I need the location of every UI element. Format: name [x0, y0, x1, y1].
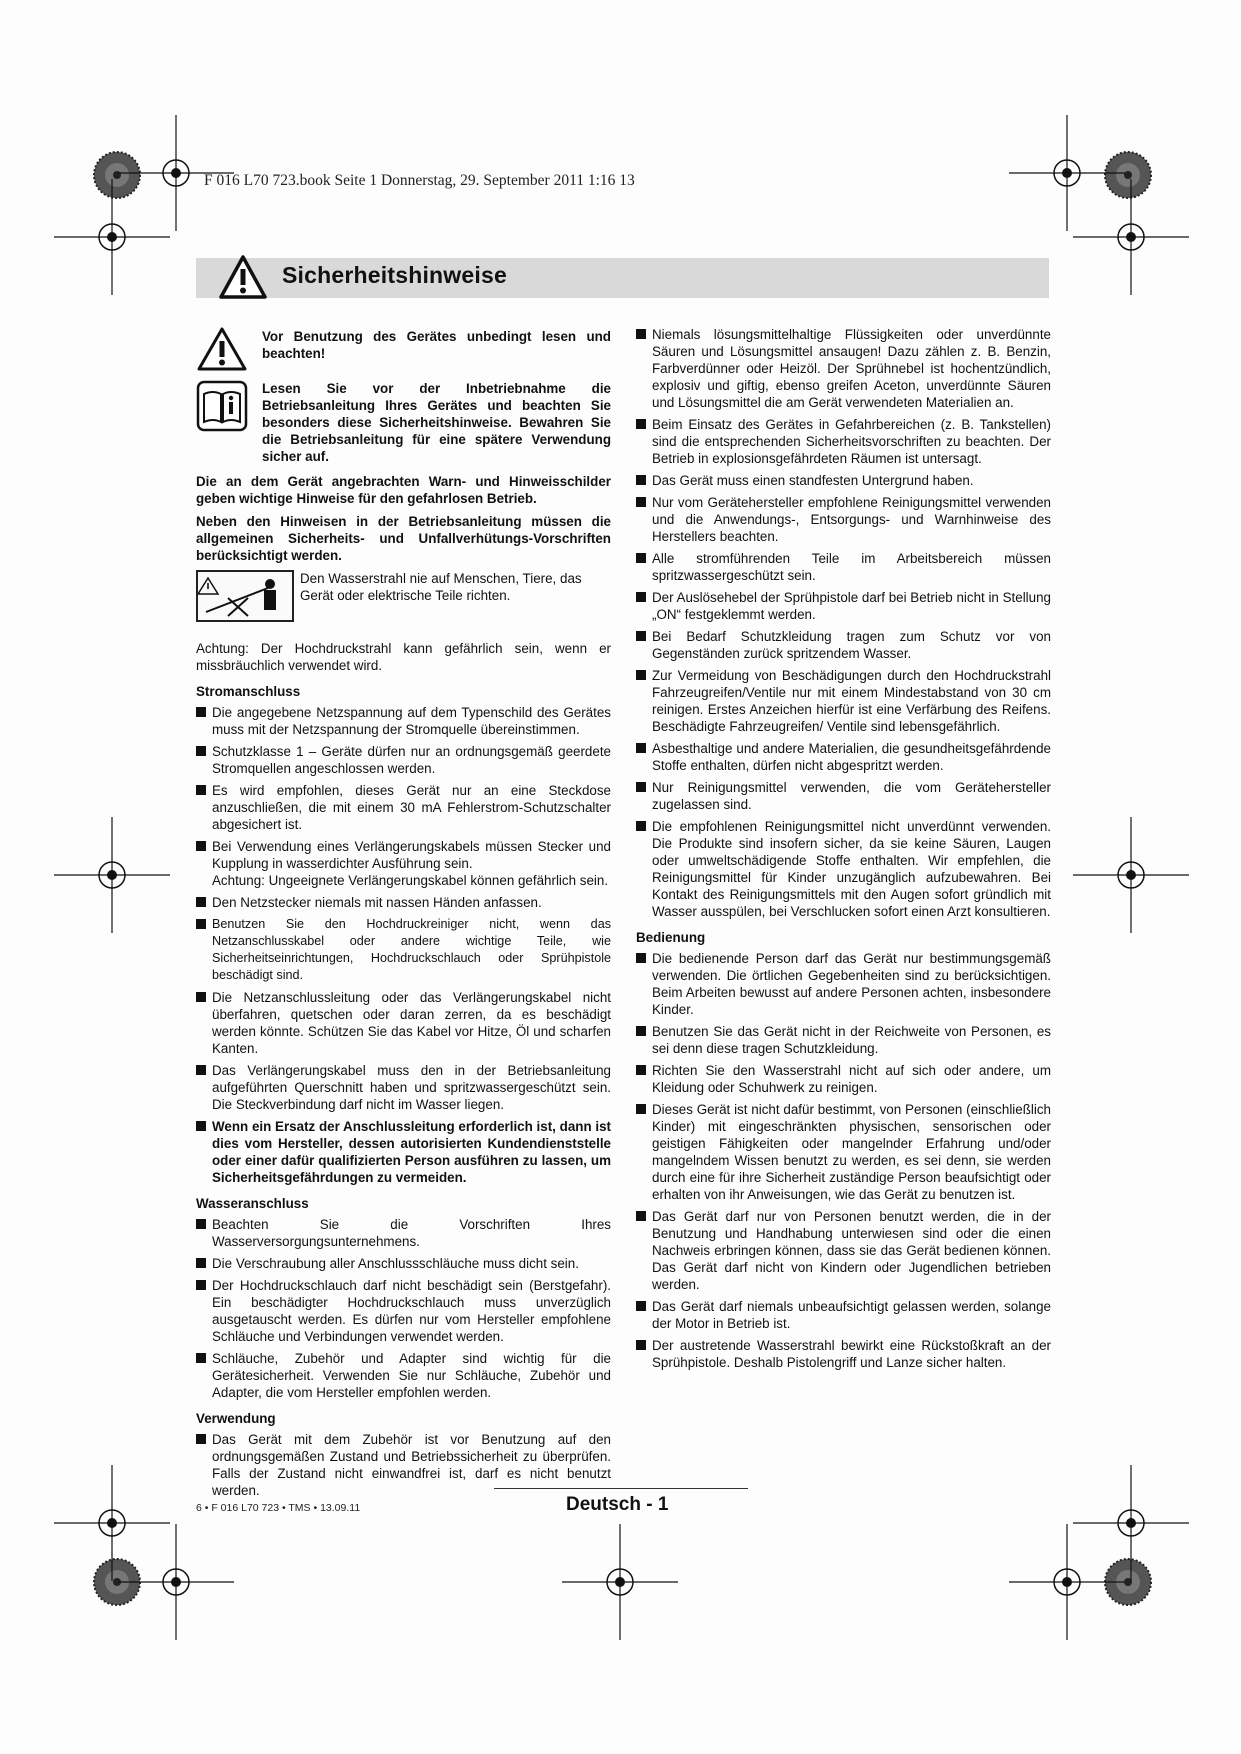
list-item: Die Netzanschlussleitung oder das Verlängerungskabel nicht überfahren, quetschen oder daran zerren, da es beschädigt werden könnte. Schützen Sie das Kabel vor Hitze, Öl und scharfen Kanten.	[196, 989, 611, 1057]
list-item: Die angegebene Netzspannung auf dem Typenschild des Gerätes muss mit der Netzspannung der Stromquelle übereinstimmen.	[196, 704, 611, 738]
pictogram-text: Den Wasserstrahl nie auf Menschen, Tiere, das Gerät oder elektrische Teile richten.	[300, 571, 582, 603]
spray-warning-pictogram	[196, 570, 294, 622]
list-item: Dieses Gerät ist nicht dafür bestimmt, von Personen (einschließlich Kinder) mit eingeschränkten physischen, sensorischen oder geistigen Fähigkeiten oder mangelnder Erfahrung und/oder mangelndem Wissen benutzt zu werden, es sei denn, sie werden durch eine für ihre Sicherheit zuständige Person beaufsichtigt oder erhalten von ihr Anweisungen, wie das Gerät zu benutzen ist.	[636, 1101, 1051, 1203]
list-item: Die empfohlenen Reinigungsmittel nicht unverdünnt verwenden. Die Produkte sind insofern sicher, da sie keine Säuren, Laugen oder umweltschädigende Stoffe enthalten. Wir empfehlen, die Reinigungsmittel für Kinder unzugänglich aufzubewahren. Bei Kontakt des Reinigungsmittels mit den Augen sofort gründlich mit Wasser ausspülen, bei Verschlucken sofort einen Arzt konsultieren.	[636, 818, 1051, 920]
manual-block	[196, 380, 611, 465]
no-spray-icon	[198, 572, 292, 620]
warning-signs-text: Die an dem Gerät angebrachten Warn- und Hinweisschilder geben wichtige Hinweise für den gefahrlosen Betrieb.	[196, 474, 611, 506]
list-item: Die Verschraubung aller Anschlussschläuche muss dicht sein.	[196, 1255, 611, 1272]
section-heading-verwendung: Verwendung	[196, 1411, 276, 1426]
list-item-bold: Wenn ein Ersatz der Anschlussleitung erforderlich ist, dann ist dies vom Hersteller, dessen autorisierten Kundendienststelle oder einer dafür qualifizierten Person ausführen zu lassen, um Sicherheitsgefährdungen zu vermeiden.	[196, 1118, 611, 1186]
warning-block	[196, 326, 611, 372]
list-item-note: Achtung: Ungeeignete Verlängerungskabel können gefährlich sein.	[212, 873, 609, 888]
footer-code: 6 • F 016 L70 723 • TMS • 13.09.11	[196, 1502, 361, 1514]
regulations-text: Neben den Hinweisen in der Betriebsanleitung müssen die allgemeinen Sicherheits- und Unfallverhütungs-Vorschriften berücksichtigt werden.	[196, 514, 611, 563]
list-item: Nur vom Gerätehersteller empfohlene Reinigungsmittel verwenden und die Anwendungs-, Entsorgungs- und Warnhinweise des Herstellers beachten.	[636, 494, 1051, 545]
page-title: Sicherheitshinweise	[282, 262, 507, 288]
manual-text: Lesen Sie vor der Inbetriebnahme die Betriebsanleitung Ihres Gerätes und beachten Sie besonders diese Sicherheitshinweise. Bewahren Sie die Betriebsanleitung für eine spätere Verwendung sicher auf.	[262, 381, 611, 464]
warning-triangle-icon	[196, 326, 248, 372]
list-item: Den Netzstecker niemals mit nassen Händen anfassen.	[196, 894, 611, 911]
warning-triangle-icon	[218, 254, 268, 300]
list-item: Benutzen Sie das Gerät nicht in der Reichweite von Personen, es sei denn diese tragen Schutzkleidung.	[636, 1023, 1051, 1057]
list-item: Das Gerät mit dem Zubehör ist vor Benutzung auf den ordnungsgemäßen Zustand und Betriebssicherheit zu überprüfen. Falls der Zustand nicht einwandfrei ist, darf es nicht benutzt werden.	[196, 1431, 611, 1499]
list-item: Zur Vermeidung von Beschädigungen durch den Hochdruckstrahl Fahrzeugreifen/Ventile nur mit einem Mindestabstand von 30 cm reinigen. Erstes Anzeichen hierfür ist eine Verfärbung des Reifens. Beschädigte Fahrzeugreifen/ Ventile sind lebensgefährlich.	[636, 667, 1051, 735]
list-item: Beachten Sie die Vorschriften Ihres Wasserversorgungsunternehmens.	[196, 1216, 611, 1250]
list-item-text: Bei Verwendung eines Verlängerungskabels müssen Stecker und Kupplung in wasserdichter Ausführung sein.	[212, 839, 611, 871]
list-item: Alle stromführenden Teile im Arbeitsbereich müssen spritzwassergeschützt sein.	[636, 550, 1051, 584]
page-number: Deutsch - 1	[566, 1494, 669, 1515]
list-item: Beim Einsatz des Gerätes in Gefahrbereichen (z. B. Tankstellen) sind die entsprechenden Sicherheitsvorschriften zu beachten. Der Betrieb in explosionsgefährdeten Räumen ist untersagt.	[636, 416, 1051, 467]
list-item: Es wird empfohlen, dieses Gerät nur an eine Steckdose anzuschließen, die mit einem 30 mA Fehlerstrom-Schutzschalter abgesichert ist.	[196, 782, 611, 833]
left-column	[196, 326, 611, 1504]
list-item: Richten Sie den Wasserstrahl nicht auf sich oder andere, um Kleidung oder Schuhwerk zu reinigen.	[636, 1062, 1051, 1096]
read-manual-icon	[196, 380, 248, 432]
list-item: Asbesthaltige und andere Materialien, die gesundheitsgefährdende Stoffe enthalten, dürfen nicht abgespritzt werden.	[636, 740, 1051, 774]
list-item	[196, 838, 611, 889]
right-column	[636, 326, 1051, 1376]
footer-divider	[494, 1488, 748, 1489]
section-heading-strom: Stromanschluss	[196, 684, 301, 699]
section-heading-bedienung: Bedienung	[636, 930, 706, 945]
list-item: Der austretende Wasserstrahl bewirkt eine Rückstoßkraft an der Sprühpistole. Deshalb Pistolengriff und Lanze sicher halten.	[636, 1337, 1051, 1371]
list-item: Nur Reinigungsmittel verwenden, die vom Gerätehersteller zugelassen sind.	[636, 779, 1051, 813]
list-item: Benutzen Sie den Hochdruckreiniger nicht, wenn das Netzanschlusskabel oder andere wichtige Teile, wie Sicherheitseinrichtungen, Hochdruckschlauch oder Sprühpistole beschädigt sind.	[196, 916, 611, 984]
list-item: Die bedienende Person darf das Gerät nur bestimmungsgemäß verwenden. Die örtlichen Gegebenheiten sind zu berücksichtigen. Beim Arbeiten bewusst auf andere Personen achten, insbesondere Kinder.	[636, 950, 1051, 1018]
pictogram-block	[196, 570, 611, 622]
attention-text: Achtung: Der Hochdruckstrahl kann gefährlich sein, wenn er missbräuchlich verwendet wird.	[196, 641, 611, 673]
list-item: Das Gerät darf niemals unbeaufsichtigt gelassen werden, solange der Motor in Betrieb ist.	[636, 1298, 1051, 1332]
section-heading-wasser: Wasseranschluss	[196, 1196, 309, 1211]
list-item: Niemals lösungsmittelhaltige Flüssigkeiten oder unverdünnte Säuren und Lösungsmittel ansaugen! Dazu zählen z. B. Benzin, Farbverdünner oder Heizöl. Der Sprühnebel ist hochentzündlich, explosiv und giftig, ebenso greifen Aceton, unverdünnte Säuren und Lösungsmittel die am Gerät verwendeten Materialien an.	[636, 326, 1051, 411]
list-item: Der Hochdruckschlauch darf nicht beschädigt sein (Berstgefahr). Ein beschädigter Hochdruckschlauch muss unverzüglich ausgetauscht werden. Es dürfen nur vom Hersteller empfohlene Schläuche und Verbindungen verwendet werden.	[196, 1277, 611, 1345]
list-item: Das Gerät darf nur von Personen benutzt werden, die in der Benutzung und Handhabung unterwiesen sind oder die einen Nachweis erbringen können, dass sie das Gerät bedienen können. Das Gerät darf nicht von Kindern oder Jugendlichen betrieben werden.	[636, 1208, 1051, 1293]
list-item: Das Gerät muss einen standfesten Untergrund haben.	[636, 472, 1051, 489]
list-item: Schläuche, Zubehör und Adapter sind wichtig für die Gerätesicherheit. Verwenden Sie nur Schläuche, Zubehör und Adapter, die vom Hersteller empfohlen werden.	[196, 1350, 611, 1401]
list-item: Schutzklasse 1 – Geräte dürfen nur an ordnungsgemäß geerdete Stromquellen angeschlossen werden.	[196, 743, 611, 777]
warning-read-text: Vor Benutzung des Gerätes unbedingt lesen und beachten!	[262, 329, 611, 361]
list-item: Das Verlängerungskabel muss den in der Betriebsanleitung aufgeführten Querschnitt haben und spritzwassergeschützt sein. Die Steckverbindung darf nicht im Wasser liegen.	[196, 1062, 611, 1113]
print-header: F 016 L70 723.book Seite 1 Donnerstag, 29. September 2011 1:16 13	[204, 172, 635, 189]
list-item: Bei Bedarf Schutzkleidung tragen zum Schutz vor von Gegenständen zurück spritzendem Wasser.	[636, 628, 1051, 662]
list-item: Der Auslösehebel der Sprühpistole darf bei Betrieb nicht in Stellung „ON“ festgeklemmt werden.	[636, 589, 1051, 623]
